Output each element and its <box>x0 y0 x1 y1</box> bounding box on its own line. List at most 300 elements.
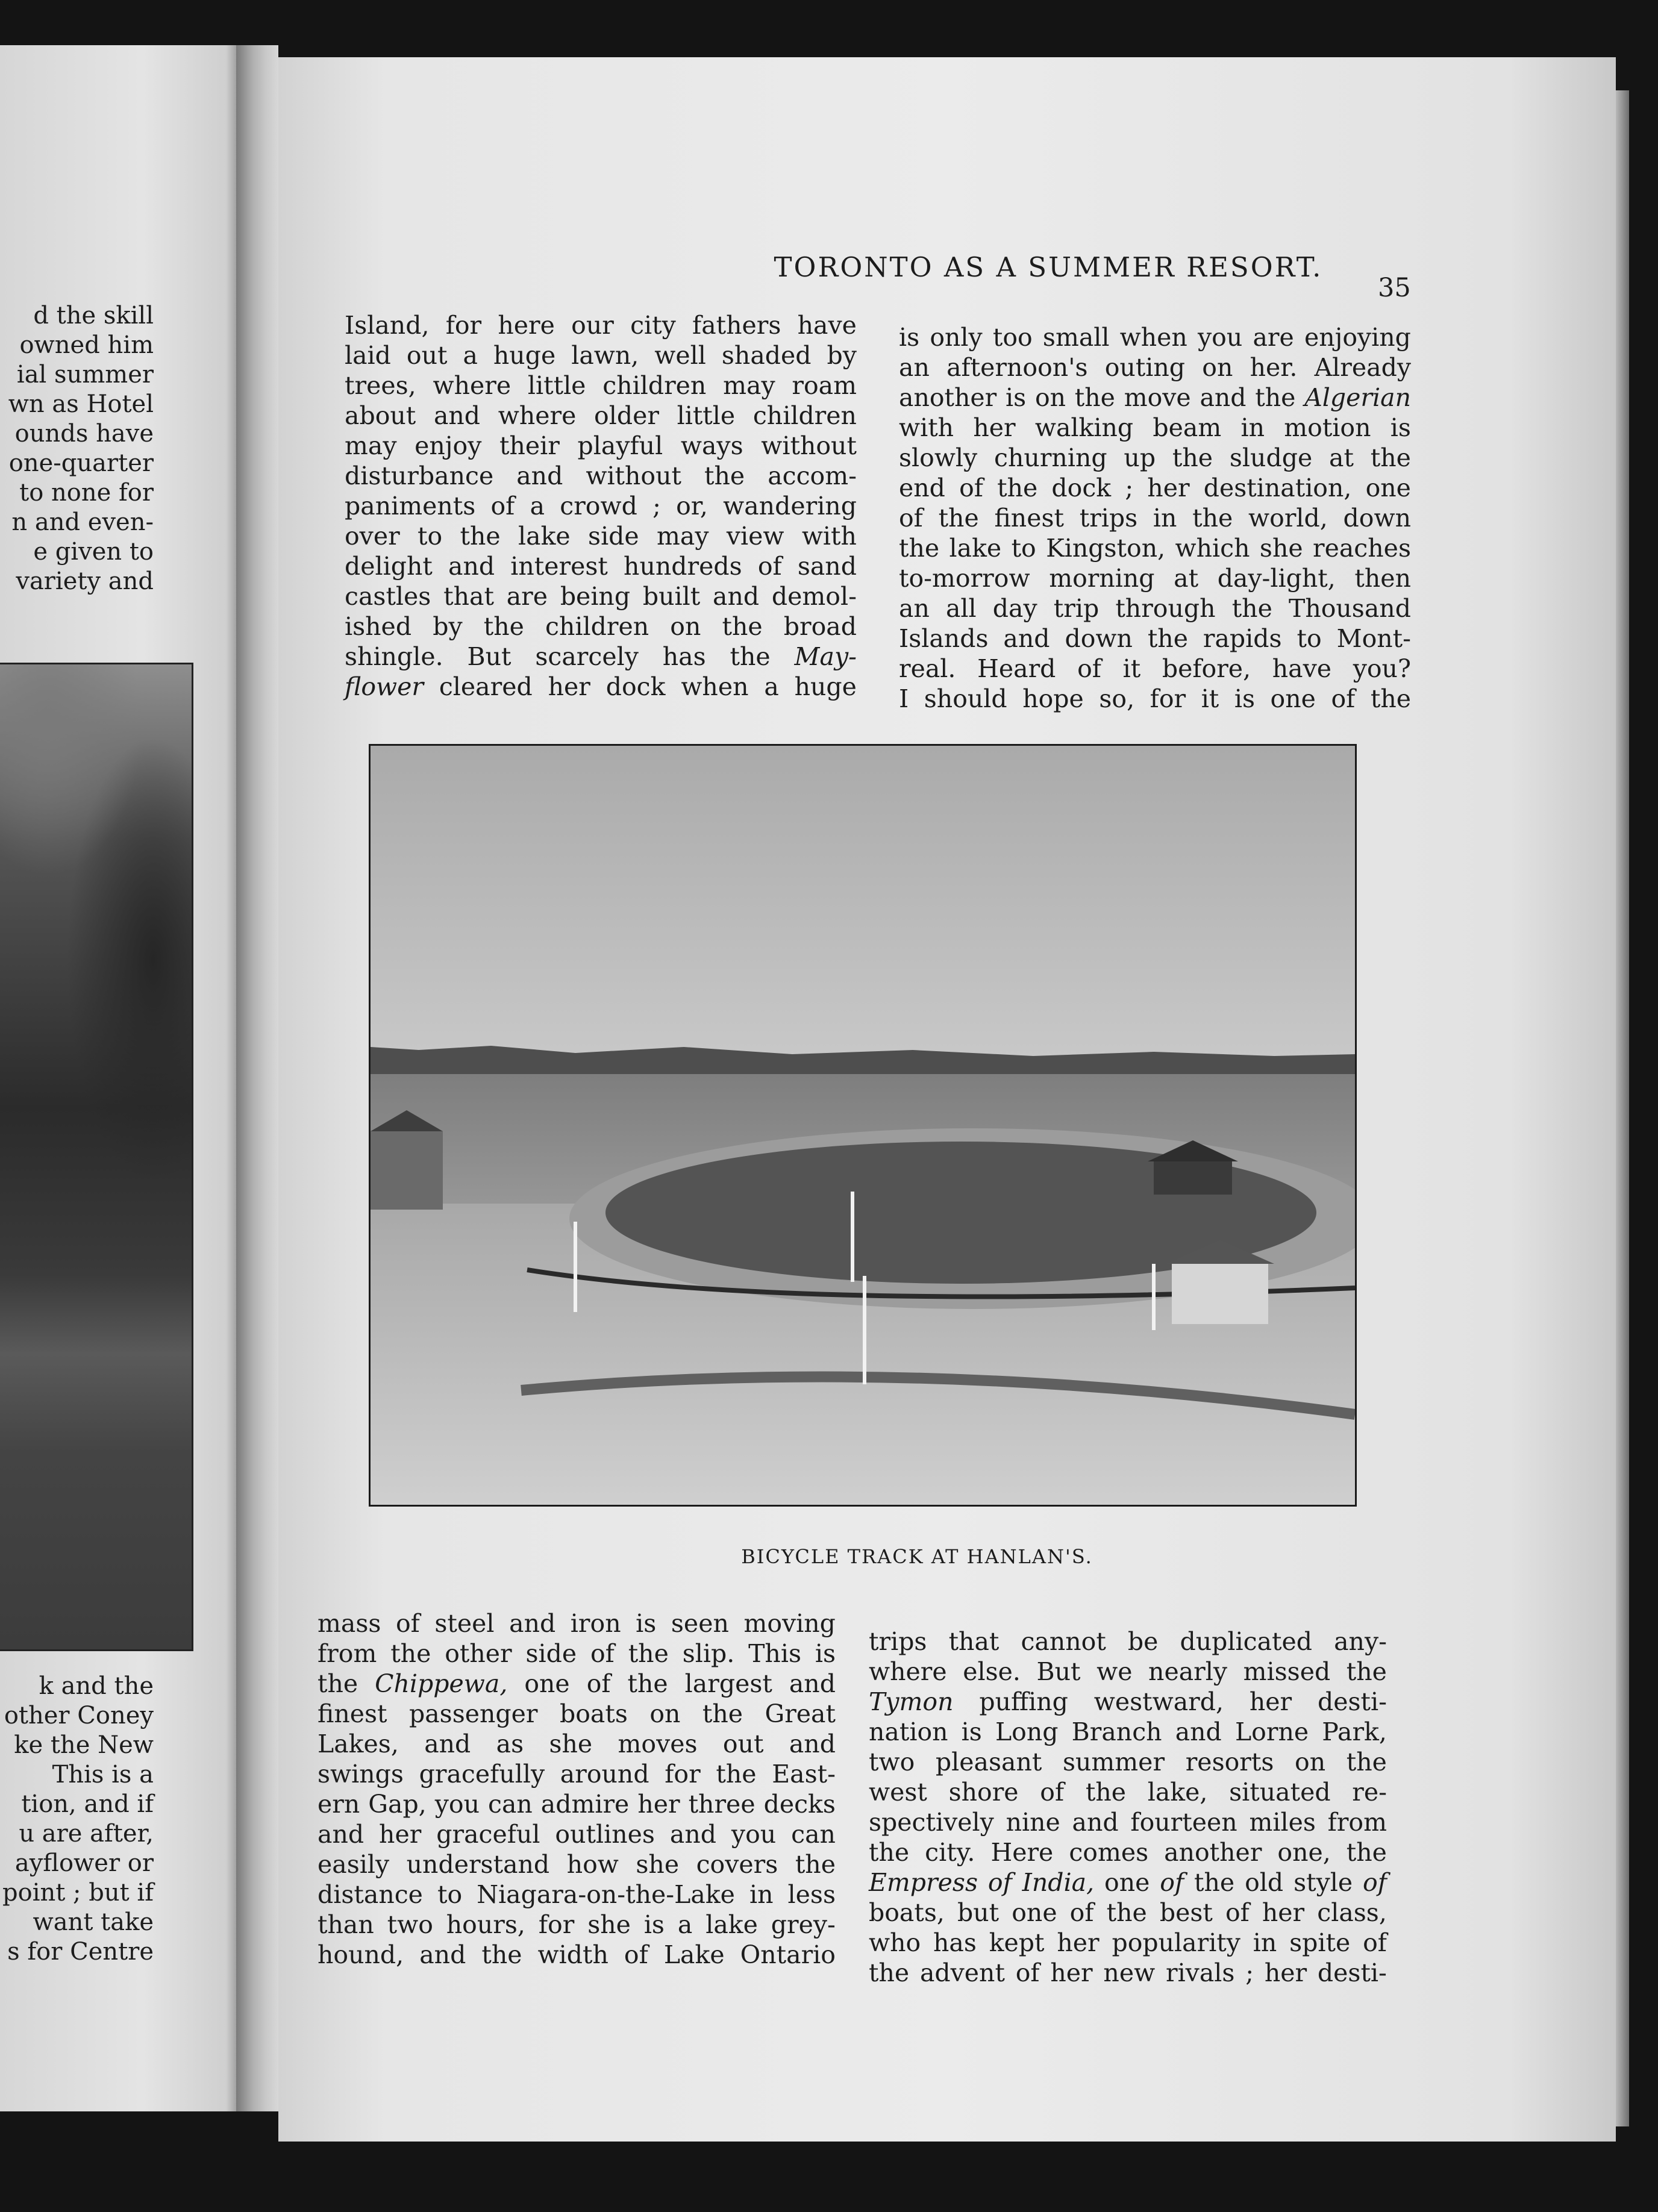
word: seen <box>671 1609 729 1638</box>
text-line <box>318 1849 836 1879</box>
word: the <box>1231 594 1272 623</box>
word: desti- <box>1317 1687 1387 1716</box>
word: too <box>992 323 1033 352</box>
word: for <box>1150 684 1186 713</box>
word: without <box>586 461 681 490</box>
word: of <box>959 473 983 502</box>
word: another <box>899 383 997 412</box>
word: the <box>1370 684 1411 713</box>
word: Tymon <box>869 1687 954 1716</box>
word: or, <box>676 492 708 520</box>
word: you <box>434 1790 480 1819</box>
text-line: variety and <box>16 567 154 595</box>
word: and <box>509 1609 556 1638</box>
word: by <box>433 612 463 641</box>
text-line <box>869 1898 1387 1928</box>
word: a <box>677 1910 693 1939</box>
text-line <box>899 383 1411 413</box>
word: lawn, <box>571 341 639 370</box>
text-line <box>869 1837 1387 1867</box>
text-line: u are after, <box>19 1820 154 1848</box>
word: destination, <box>1203 473 1352 502</box>
text-line <box>318 1669 836 1699</box>
right-page <box>278 57 1616 2142</box>
text-line: to none for <box>19 479 154 507</box>
text-line <box>318 1910 836 1940</box>
word: resorts <box>1185 1748 1274 1776</box>
word: and <box>1200 383 1247 412</box>
word: the <box>483 612 524 641</box>
word: of <box>586 1669 611 1698</box>
word: of <box>1160 1868 1184 1897</box>
word: she <box>1259 534 1303 563</box>
word: width <box>537 1940 608 1969</box>
word: our <box>571 311 614 340</box>
word: can <box>487 1790 533 1819</box>
word: cleared <box>439 672 533 701</box>
word: the <box>722 612 763 641</box>
word: the <box>730 642 771 671</box>
text-line <box>899 322 1411 352</box>
word: hundreds <box>624 552 742 581</box>
word: a <box>530 492 545 520</box>
word: should <box>924 684 1007 713</box>
word: and <box>713 582 760 611</box>
word: about <box>345 401 416 430</box>
word: three <box>688 1790 755 1819</box>
word: one <box>1012 1898 1057 1927</box>
word: you <box>1198 323 1243 352</box>
word: her <box>1264 1958 1307 1987</box>
word: one <box>524 1669 570 1698</box>
text-line <box>899 473 1411 503</box>
word: shore <box>948 1778 1019 1807</box>
word: ; <box>652 492 661 520</box>
word: of <box>1363 1868 1387 1897</box>
word: her <box>1147 473 1190 502</box>
word: her. <box>1250 353 1298 382</box>
word: morning <box>1049 564 1155 593</box>
word: Mont- <box>1336 624 1411 653</box>
lower-left-column <box>318 1608 836 1970</box>
lower-right-column <box>869 1626 1387 1988</box>
word: Chippewa, <box>375 1669 508 1698</box>
word: has <box>933 1928 977 1957</box>
word: Island, <box>345 311 430 340</box>
word: on <box>1295 1748 1326 1776</box>
left-page <box>0 45 238 2111</box>
word: duplicated <box>1180 1627 1313 1656</box>
word: west <box>869 1778 927 1807</box>
word: of <box>395 1609 420 1638</box>
word: Empress <box>869 1868 978 1897</box>
text-line <box>318 1879 836 1910</box>
word: around <box>560 1760 649 1789</box>
text-line <box>899 352 1411 383</box>
word: when <box>1119 323 1187 352</box>
word: comes <box>1069 1838 1149 1867</box>
word: trip <box>1053 594 1100 623</box>
text-line: s for Centre <box>7 1938 154 1966</box>
word: Great <box>765 1699 836 1728</box>
word: the <box>390 1639 431 1668</box>
text-line <box>899 593 1411 623</box>
word: and <box>1072 1808 1119 1837</box>
text-line <box>869 1958 1387 1988</box>
word: of <box>1225 1898 1250 1927</box>
word: interest <box>510 552 608 581</box>
word: is <box>961 1717 982 1746</box>
word: out <box>406 341 448 370</box>
word: well <box>654 341 706 370</box>
word: of <box>590 1639 615 1668</box>
word: and <box>789 1729 836 1758</box>
word: where <box>498 401 577 430</box>
text-line <box>345 310 857 340</box>
word: down <box>1343 504 1411 533</box>
word: Kingston, <box>1046 534 1166 563</box>
word: class, <box>1317 1898 1387 1927</box>
word: and <box>318 1820 364 1849</box>
word: distance <box>318 1880 423 1909</box>
word: the <box>869 1958 910 1987</box>
word: boats, <box>869 1898 945 1927</box>
word: nine <box>1006 1808 1060 1837</box>
text-line: point ; but if <box>2 1879 154 1907</box>
word: rivals <box>1165 1958 1235 1987</box>
word: and <box>789 1669 836 1698</box>
word: all <box>945 594 977 623</box>
word: outing <box>1104 353 1186 382</box>
word: dock <box>605 672 666 701</box>
word: slowly <box>899 443 978 472</box>
word: Lorne <box>1234 1717 1309 1746</box>
word: one <box>1365 473 1411 502</box>
bicycle-track-illustration <box>371 746 1355 1505</box>
word: steel <box>434 1609 495 1638</box>
text-line: tion, and if <box>21 1790 154 1818</box>
word: nation <box>869 1717 948 1746</box>
word: here <box>498 311 555 340</box>
word: in <box>749 1880 774 1909</box>
word: swings <box>318 1760 404 1789</box>
word: sand <box>797 552 857 581</box>
word: is <box>643 1910 665 1939</box>
word: Heard <box>977 654 1056 683</box>
word: slip. <box>682 1639 735 1668</box>
word: and <box>424 1729 471 1758</box>
word: little <box>527 371 586 400</box>
word: one <box>1104 1868 1150 1897</box>
word: hope <box>1022 684 1084 713</box>
text-line: other Coney <box>4 1702 154 1729</box>
word: to-morrow <box>899 564 1030 593</box>
word: summer <box>1062 1748 1165 1776</box>
word: new <box>1103 1958 1156 1987</box>
upper-right-column <box>899 322 1411 714</box>
word: who <box>869 1928 921 1957</box>
word: children <box>545 612 649 641</box>
word: hours, <box>446 1910 525 1939</box>
text-line <box>345 611 857 642</box>
word: to <box>437 1880 463 1909</box>
word: and <box>419 1940 466 1969</box>
word: older <box>594 401 659 430</box>
word: lake <box>705 1910 758 1939</box>
text-line <box>318 1639 836 1669</box>
word: down <box>1065 624 1133 653</box>
word: walking <box>1034 413 1134 442</box>
word: flower <box>345 672 424 701</box>
word: two <box>869 1748 915 1776</box>
word: best <box>1159 1898 1213 1927</box>
word: in <box>1253 1928 1277 1957</box>
word: easily <box>318 1850 390 1879</box>
bicycle-track-photo <box>369 744 1357 1507</box>
word: ern <box>318 1790 360 1819</box>
word: of <box>1077 654 1101 683</box>
word: is <box>899 323 920 352</box>
word: and <box>1003 624 1050 653</box>
word: trips <box>1079 504 1138 533</box>
word: shaded <box>721 341 812 370</box>
word: boats <box>559 1699 628 1728</box>
text-line <box>345 521 857 551</box>
text-line <box>899 443 1411 473</box>
word: the <box>938 504 979 533</box>
word: day <box>992 594 1037 623</box>
word: of <box>1363 1928 1387 1957</box>
word: is <box>1390 413 1411 442</box>
word: that <box>443 582 494 611</box>
word: India, <box>1022 1868 1095 1897</box>
word: than <box>318 1910 374 1939</box>
word: dock <box>1051 473 1112 502</box>
text-line: ke the New <box>14 1731 154 1759</box>
word: view <box>726 522 784 551</box>
word: then <box>1354 564 1411 593</box>
word: Park, <box>1322 1717 1387 1746</box>
word: the <box>460 522 501 551</box>
word: through <box>1115 594 1216 623</box>
photo-caption: BICYCLE TRACK AT HANLAN'S. <box>741 1545 1093 1568</box>
word: less <box>787 1880 836 1909</box>
word: one, <box>1277 1838 1331 1867</box>
word: have <box>797 311 857 340</box>
word: we <box>1096 1657 1133 1686</box>
word: paniments <box>345 492 476 520</box>
word: laid <box>345 341 391 370</box>
word: fourteen <box>1130 1808 1237 1837</box>
text-line <box>899 503 1411 533</box>
word: is <box>1234 684 1255 713</box>
word: afternoon's <box>946 353 1088 382</box>
word: sludge <box>1229 443 1313 472</box>
left-page-bottom-text <box>0 1672 154 1967</box>
word: Here <box>990 1838 1054 1867</box>
word: and <box>516 461 563 490</box>
word: finest <box>318 1699 387 1728</box>
word: for <box>445 311 482 340</box>
text-line <box>345 491 857 521</box>
word: motion <box>1284 413 1371 442</box>
word: built <box>642 582 701 611</box>
word: the <box>997 473 1038 502</box>
word: lake <box>518 522 571 551</box>
word: graceful <box>436 1820 540 1849</box>
word: churning <box>994 443 1107 472</box>
word: a <box>764 672 779 701</box>
word: fathers <box>692 311 781 340</box>
word: as <box>496 1729 524 1758</box>
text-line <box>318 1759 836 1789</box>
word: on <box>1202 353 1233 382</box>
word: But <box>1036 1657 1081 1686</box>
word: the <box>702 1699 743 1728</box>
word: one <box>1270 684 1316 713</box>
word: understand <box>406 1850 550 1879</box>
word: an <box>899 594 930 623</box>
word: ; <box>1125 473 1134 502</box>
word: two <box>387 1910 433 1939</box>
word: outlines <box>555 1820 655 1849</box>
word: of <box>624 1940 648 1969</box>
word: roam <box>792 371 857 400</box>
word: ways <box>680 431 743 460</box>
word: where <box>433 371 511 400</box>
word: her <box>1050 1958 1093 1987</box>
word: spite <box>1289 1928 1351 1957</box>
word: only <box>930 323 983 352</box>
word: and <box>1175 1717 1222 1746</box>
text-line: This is a <box>52 1761 154 1789</box>
text-line: ayflower or <box>14 1849 154 1877</box>
word: cannot <box>1021 1627 1106 1656</box>
word: little <box>677 401 736 430</box>
left-page-photo-fragment <box>0 663 193 1651</box>
text-line: n and even- <box>11 508 154 536</box>
upper-left-column <box>345 310 857 702</box>
word: from <box>318 1639 377 1668</box>
word: city <box>630 311 676 340</box>
word: broad <box>783 612 857 641</box>
text-line <box>869 1777 1387 1807</box>
word: at <box>1329 443 1354 472</box>
word: the <box>1346 1838 1387 1867</box>
word: trees, <box>345 371 416 400</box>
word: in <box>1240 413 1265 442</box>
word: Thousand <box>1288 594 1411 623</box>
word: puffing <box>979 1687 1068 1716</box>
word: of <box>987 1868 1012 1897</box>
text-line <box>869 1867 1387 1898</box>
word: the <box>1346 1657 1387 1686</box>
word: the <box>1147 624 1188 653</box>
word: the <box>481 1940 522 1969</box>
word: ; <box>1245 1958 1254 1987</box>
word: Islands <box>899 624 989 653</box>
word: beam <box>1153 413 1222 442</box>
word: spectively <box>869 1808 994 1837</box>
word: is <box>815 1639 836 1668</box>
text-line <box>899 533 1411 563</box>
word: small <box>1042 323 1110 352</box>
text-line <box>318 1940 836 1970</box>
word: you? <box>1353 654 1411 683</box>
word: and <box>433 401 481 430</box>
word: of <box>899 504 923 533</box>
word: side <box>525 1639 577 1668</box>
word: reaches <box>1313 534 1411 563</box>
word: being <box>560 582 631 611</box>
text-line <box>899 413 1411 443</box>
word: without <box>761 431 857 460</box>
word: to <box>1297 624 1322 653</box>
word: are <box>1253 323 1294 352</box>
word: iron <box>570 1609 621 1638</box>
word: day-light, <box>1217 564 1336 593</box>
word: of <box>757 552 782 581</box>
word: passenger <box>408 1699 538 1728</box>
word: other <box>445 1639 512 1668</box>
word: advent <box>919 1958 1005 1987</box>
text-line <box>869 1626 1387 1657</box>
word: miles <box>1249 1808 1316 1837</box>
word: has <box>662 642 706 671</box>
word: of <box>1069 1898 1094 1927</box>
word: on <box>1034 383 1066 412</box>
word: her <box>1249 1687 1292 1716</box>
word: have <box>1272 654 1332 683</box>
book-gutter <box>236 45 278 2111</box>
text-line <box>345 551 857 581</box>
text-line <box>345 401 857 431</box>
text-line <box>869 1807 1387 1837</box>
word: disturbance <box>345 461 494 490</box>
word: over <box>345 522 400 551</box>
word: with <box>801 522 857 551</box>
word: hound, <box>318 1940 404 1969</box>
word: missed <box>1243 1657 1331 1686</box>
text-line <box>318 1819 836 1849</box>
text-line: one-quarter <box>8 449 154 477</box>
text-line <box>345 461 857 491</box>
word: her <box>1057 1928 1100 1957</box>
word: of <box>490 492 515 520</box>
word: may <box>345 431 397 460</box>
word: enjoying <box>1304 323 1411 352</box>
word: Lakes, <box>318 1729 399 1758</box>
word: and <box>448 552 495 581</box>
word: Long <box>995 1717 1059 1746</box>
text-line <box>345 431 857 461</box>
text-line <box>899 654 1411 684</box>
word: she <box>636 1850 680 1879</box>
text-line <box>899 684 1411 714</box>
running-head: TORONTO AS A SUMMER RESORT. <box>774 251 1323 283</box>
text-line <box>869 1687 1387 1717</box>
word: crowd <box>560 492 637 520</box>
word: but <box>957 1898 999 1927</box>
word: style <box>1294 1868 1353 1897</box>
word: moving <box>743 1609 836 1638</box>
word: the <box>869 1838 910 1867</box>
text-line <box>345 340 857 370</box>
word: wandering <box>723 492 857 520</box>
word: I <box>899 684 909 713</box>
word: out <box>722 1729 764 1758</box>
text-line <box>345 642 857 672</box>
